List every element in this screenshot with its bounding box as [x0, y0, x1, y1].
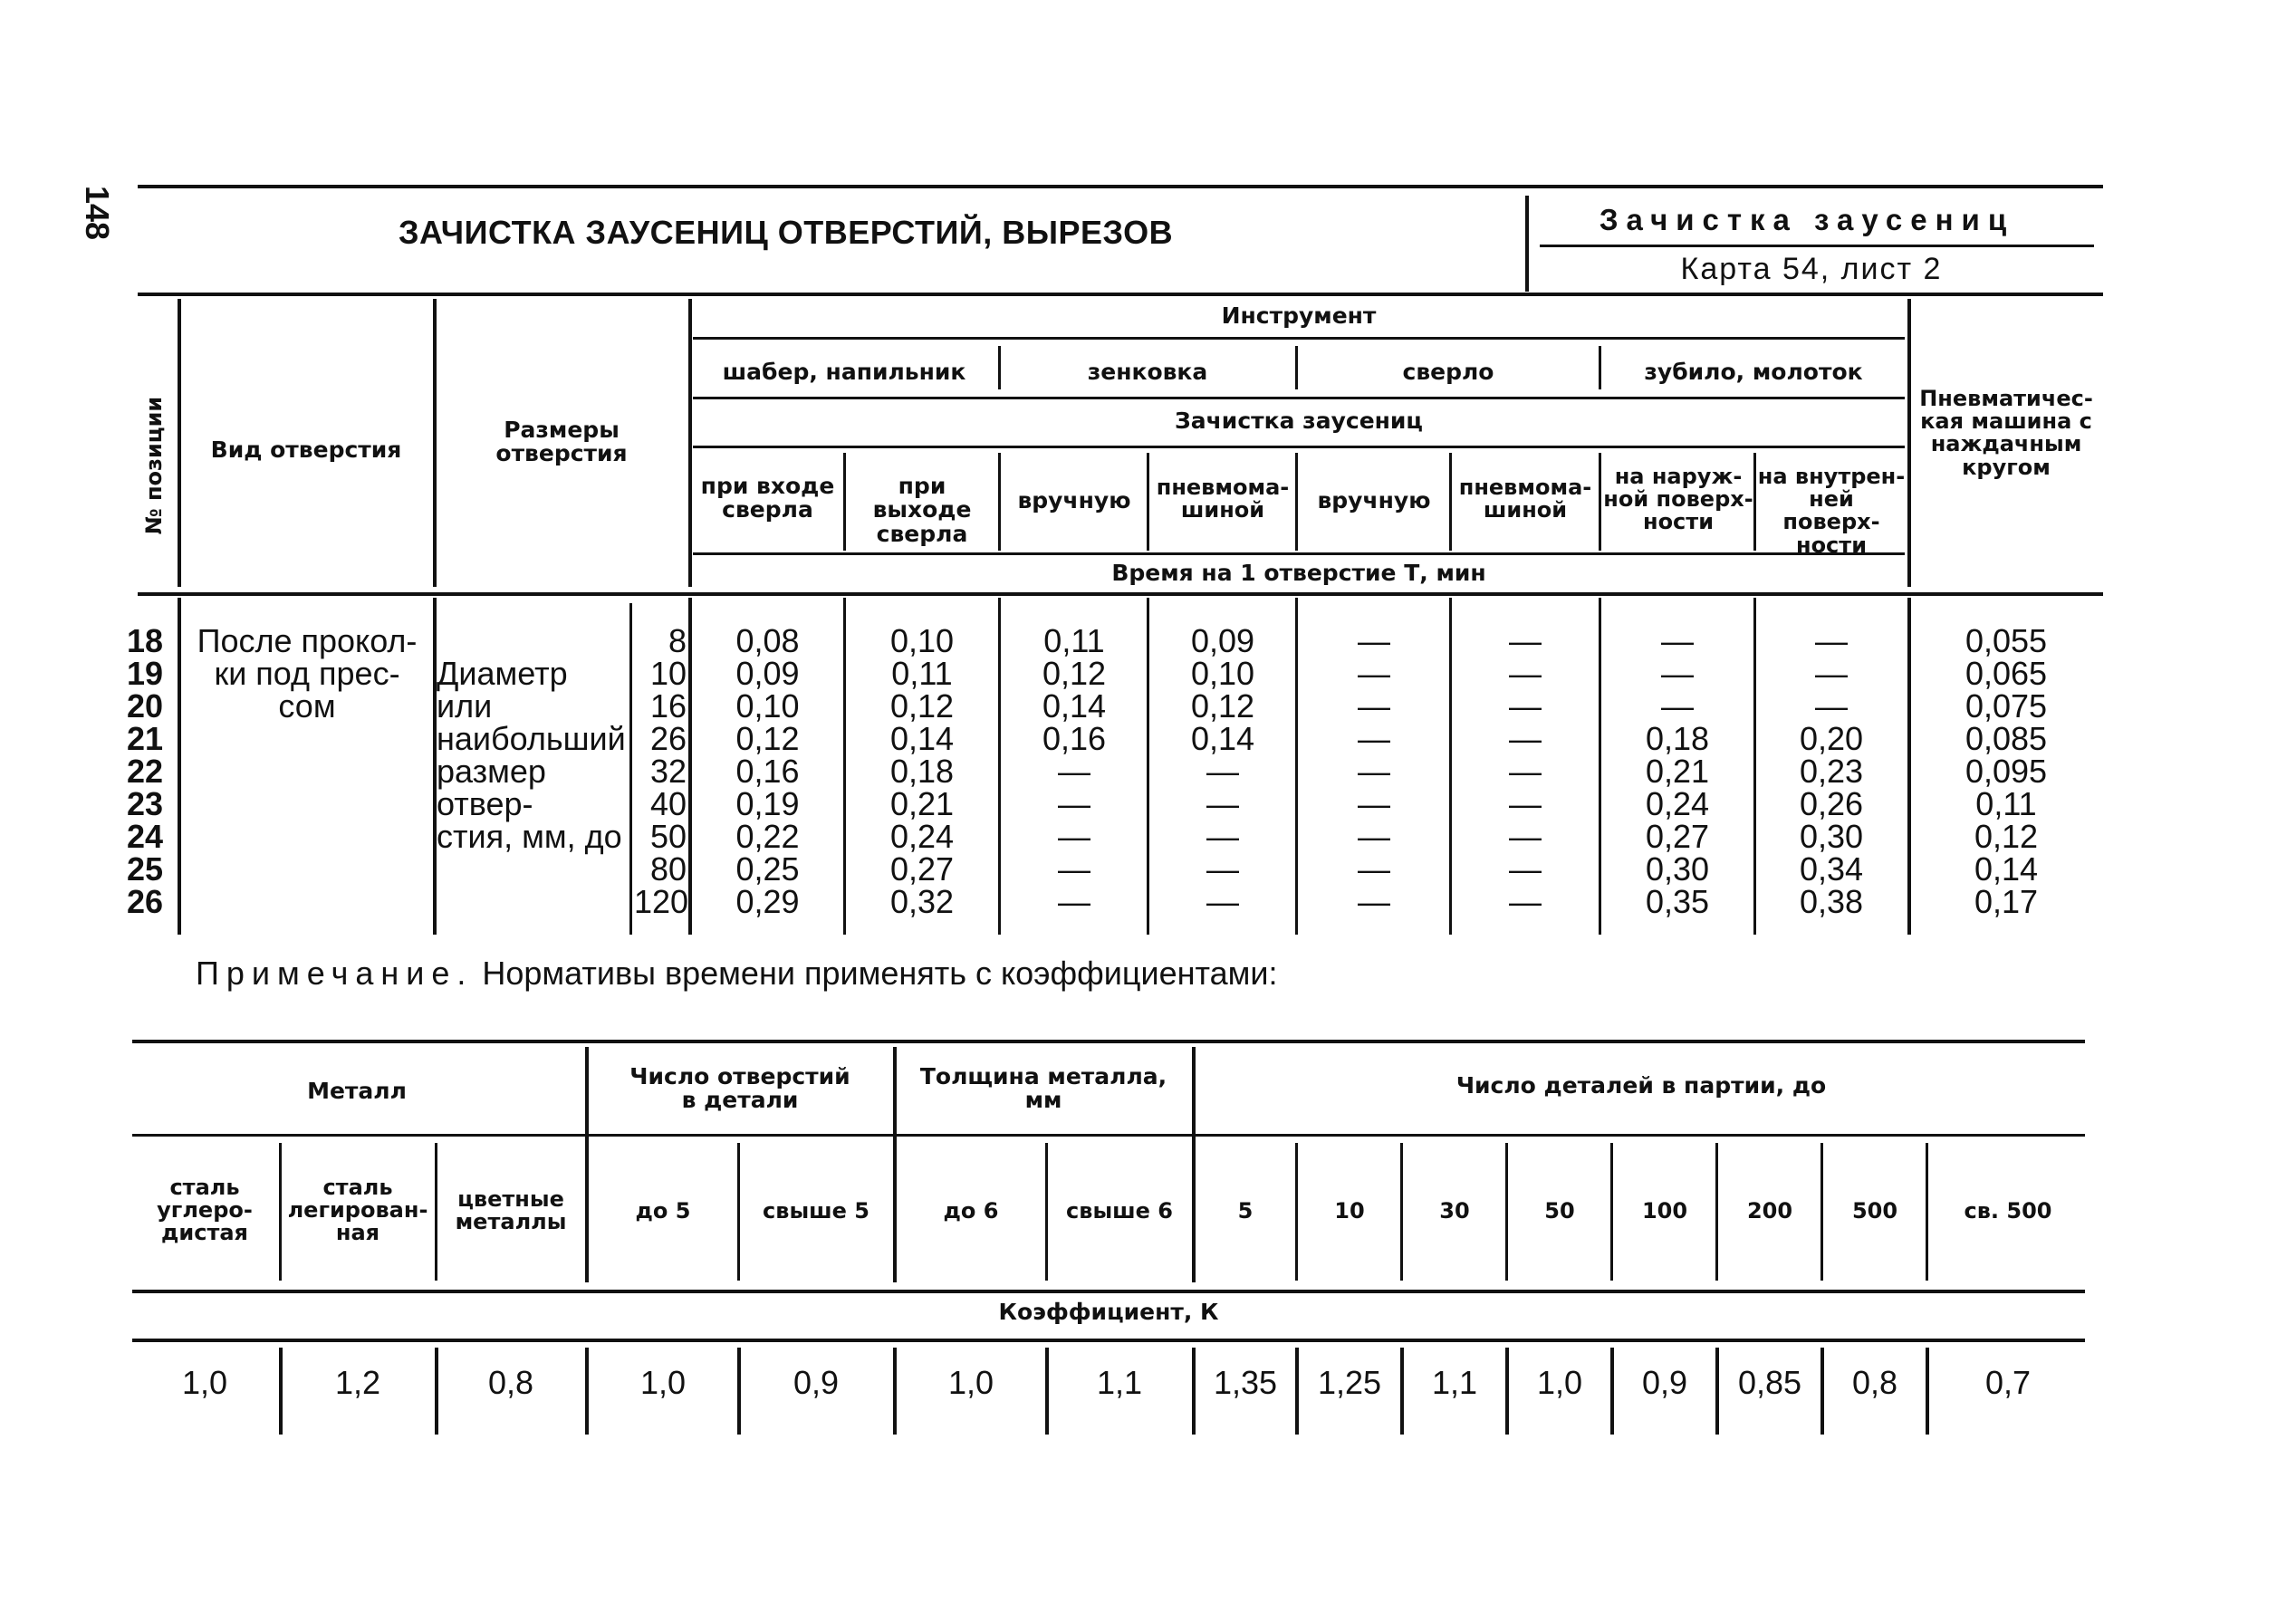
value-cell: 0,34: [1799, 850, 1864, 888]
value-cell: 0,35: [1645, 883, 1710, 920]
value-cell: —: [1358, 850, 1390, 888]
coef-subheader: 5: [1237, 1198, 1254, 1224]
value-cell: —: [1206, 785, 1239, 822]
value-cell: 0,055: [1965, 622, 2048, 659]
coef-value: 1,0: [181, 1364, 228, 1401]
vline: [998, 453, 1001, 551]
group-header: Металл: [307, 1078, 407, 1104]
value-cell: 0,14: [889, 720, 955, 757]
note: [196, 955, 1277, 993]
vline: [1715, 1143, 1718, 1281]
hline: [132, 1134, 2085, 1137]
deburr-header: Зачистка заусениц: [1175, 408, 1423, 434]
vline: [435, 1143, 437, 1281]
coef-value: 0,9: [1641, 1364, 1688, 1401]
vline: [998, 598, 1001, 935]
value-cell: —: [1358, 687, 1390, 725]
value-cell: 0,20: [1799, 720, 1864, 757]
value-cell: 0,14: [1190, 720, 1255, 757]
value-cell: 0,30: [1645, 850, 1710, 888]
value-cell: —: [1206, 818, 1239, 855]
size-cell: 40: [649, 785, 687, 822]
vline: [1820, 1348, 1824, 1435]
size-cell: 32: [649, 753, 687, 790]
vline: [1295, 598, 1298, 935]
value-cell: 0,075: [1965, 687, 2048, 725]
sub-header: при выходе сверла: [872, 473, 972, 547]
coef-value: 0,85: [1737, 1364, 1802, 1401]
coefficient-label: Коэффициент, К: [998, 1299, 1219, 1325]
vline: [1295, 453, 1298, 551]
coef-value: 0,9: [793, 1364, 840, 1401]
value-cell: —: [1206, 883, 1239, 920]
coef-subheader: сталь углеро- дистая: [157, 1175, 253, 1246]
pneumatic-header: Пневматичес- кая машина с наждачным кругом: [1919, 386, 2093, 480]
coef-subheader: цветные металлы: [455, 1186, 567, 1235]
card-topic: Зачистка заусениц: [1599, 203, 2015, 236]
vline: [1599, 598, 1601, 935]
coef-value: 1,1: [1431, 1364, 1478, 1401]
size-cell: 8: [668, 622, 687, 659]
vline: [1449, 598, 1452, 935]
time-header: Время на 1 отверстие Т, мин: [1111, 560, 1486, 586]
value-cell: —: [1661, 687, 1694, 725]
instrument-header: Инструмент: [1221, 302, 1377, 329]
value-cell: 0,29: [735, 883, 800, 920]
value-cell: —: [1358, 655, 1390, 692]
value-cell: —: [1509, 818, 1542, 855]
coef-value: 1,0: [1536, 1364, 1583, 1401]
value-cell: 0,10: [735, 687, 800, 725]
value-cell: 0,27: [889, 850, 955, 888]
size-cell: 80: [649, 850, 687, 888]
value-cell: 0,12: [1042, 655, 1107, 692]
vline: [1147, 598, 1149, 935]
hole-size-header: Размеры отверстия: [495, 417, 628, 467]
vline: [585, 1047, 589, 1282]
value-cell: —: [1661, 655, 1694, 692]
sub-header: при входе сверла: [700, 473, 835, 523]
size-cell: 26: [649, 720, 687, 757]
tool-chisel-header: зубило, молоток: [1644, 359, 1863, 385]
note-text: Нормативы времени применять с коэффициентами:: [482, 955, 1278, 992]
value-cell: 0,17: [1974, 883, 2039, 920]
size-cell: 16: [649, 687, 687, 725]
value-cell: 0,11: [891, 655, 953, 692]
vline: [1147, 453, 1149, 551]
tool-countersink-header: зенковка: [1087, 359, 1208, 385]
value-cell: 0,12: [889, 687, 955, 725]
size-column: [634, 622, 689, 920]
vline: [1192, 1047, 1196, 1282]
coef-subheader: 10: [1334, 1198, 1365, 1224]
value-cell: —: [1058, 753, 1090, 790]
value-cell: 0,09: [1190, 622, 1255, 659]
vline: [688, 299, 692, 587]
coef-value: 0,8: [1851, 1364, 1898, 1401]
hole-type-header: Вид отверстия: [210, 437, 402, 463]
value-cell: —: [1815, 687, 1848, 725]
position-cell: 23: [126, 785, 164, 822]
value-cell: —: [1815, 622, 1848, 659]
value-cell: —: [1206, 753, 1239, 790]
value-cell: 0,095: [1965, 753, 2048, 790]
value-cell: 0,18: [1645, 720, 1710, 757]
coef-subheader: св. 500: [1964, 1198, 2052, 1224]
value-cell: —: [1509, 850, 1542, 888]
value-cell: —: [1358, 883, 1390, 920]
group-header: Число деталей в партии, до: [1455, 1072, 1827, 1099]
vline: [1295, 1143, 1298, 1281]
group-header: Толщина металла, мм: [919, 1063, 1167, 1114]
hline: [693, 446, 1905, 448]
value-cell: 0,10: [1190, 655, 1255, 692]
card-sheet: Карта 54, лист 2: [1680, 252, 1943, 286]
vline: [893, 1047, 897, 1282]
value-cell: —: [1815, 655, 1848, 692]
value-column: [1911, 622, 2101, 920]
vline: [1192, 1348, 1196, 1435]
vline: [279, 1143, 282, 1281]
vline: [1295, 1348, 1299, 1435]
value-cell: —: [1509, 883, 1542, 920]
header-divider: [1525, 196, 1529, 292]
tool-scraper-header: шабер, напильник: [722, 359, 966, 385]
coef-value: 1,0: [947, 1364, 994, 1401]
hline: [693, 552, 1905, 555]
value-cell: 0,14: [1974, 850, 2039, 888]
coef-subheader: свыше 5: [763, 1198, 869, 1224]
value-cell: 0,27: [1645, 818, 1710, 855]
vline: [843, 453, 846, 551]
value-cell: —: [1358, 720, 1390, 757]
position-cell: 21: [126, 720, 164, 757]
value-cell: 0,09: [735, 655, 800, 692]
value-cell: 0,065: [1965, 655, 2048, 692]
group-header: Число отверстий в детали: [629, 1063, 850, 1114]
sub-header: на наруж- ной поверх- ности: [1603, 464, 1753, 535]
sub-header: пневмома- шиной: [1156, 475, 1290, 523]
hline: [693, 337, 1905, 340]
coef-value: 1,25: [1317, 1364, 1382, 1401]
value-column: [1757, 622, 1906, 920]
value-cell: —: [1058, 850, 1090, 888]
vline: [1400, 1348, 1404, 1435]
value-column: [1150, 622, 1295, 920]
hline: [132, 1339, 2085, 1342]
coef-value: 1,35: [1213, 1364, 1278, 1401]
value-cell: —: [1509, 655, 1542, 692]
vline: [1295, 346, 1298, 389]
vline: [1610, 1348, 1614, 1435]
hline: [138, 592, 2103, 596]
coef-value: 1,1: [1096, 1364, 1143, 1401]
coef-subheader: 30: [1439, 1198, 1470, 1224]
card-divider: [1540, 245, 2094, 247]
vline: [737, 1143, 740, 1281]
coef-value: 1,2: [334, 1364, 381, 1401]
header-top-rule: [138, 185, 2103, 188]
value-cell: —: [1509, 785, 1542, 822]
value-cell: 0,23: [1799, 753, 1864, 790]
page-title: ЗАЧИСТКА ЗАУСЕНИЦ ОТВЕРСТИЙ, ВЫРЕЗОВ: [399, 214, 1174, 251]
value-cell: 0,12: [1974, 818, 2039, 855]
vline: [1599, 453, 1601, 551]
value-cell: —: [1509, 753, 1542, 790]
tool-drill-header: сверло: [1402, 359, 1494, 385]
coef-value: 1,0: [639, 1364, 687, 1401]
value-cell: 0,24: [1645, 785, 1710, 822]
value-cell: —: [1358, 622, 1390, 659]
value-cell: 0,30: [1799, 818, 1864, 855]
value-cell: 0,25: [735, 850, 800, 888]
position-cell: 26: [126, 883, 164, 920]
position-cell: 18: [126, 622, 164, 659]
vline: [1505, 1143, 1508, 1281]
vline: [1926, 1348, 1929, 1435]
position-cell: 24: [126, 818, 164, 855]
vline: [1753, 598, 1756, 935]
value-cell: —: [1661, 622, 1694, 659]
position-cell: 22: [126, 753, 164, 790]
value-cell: 0,24: [889, 818, 955, 855]
vline: [1599, 346, 1601, 389]
coef-subheader: 200: [1746, 1198, 1793, 1224]
vline: [843, 598, 846, 935]
value-cell: 0,19: [735, 785, 800, 822]
vline: [688, 598, 692, 935]
hole-type-text: После прокол- ки под прес- сом: [197, 622, 418, 725]
value-cell: —: [1509, 687, 1542, 725]
sub-header: пневмома- шиной: [1458, 475, 1592, 523]
value-cell: 0,12: [735, 720, 800, 757]
coef-subheader: 100: [1641, 1198, 1688, 1224]
coef-value: 0,8: [487, 1364, 534, 1401]
value-cell: —: [1358, 818, 1390, 855]
value-cell: —: [1509, 720, 1542, 757]
value-cell: 0,21: [1645, 753, 1710, 790]
value-cell: —: [1206, 850, 1239, 888]
position-number-header: № позиции: [141, 396, 167, 535]
value-cell: 0,26: [1799, 785, 1864, 822]
value-cell: 0,21: [889, 785, 955, 822]
value-cell: 0,11: [1975, 785, 2037, 822]
coef-subheader: до 6: [943, 1198, 999, 1224]
value-cell: —: [1509, 622, 1542, 659]
value-cell: 0,18: [889, 753, 955, 790]
value-column: [693, 622, 842, 920]
value-cell: —: [1358, 785, 1390, 822]
value-cell: —: [1058, 883, 1090, 920]
header-bottom-rule: [138, 293, 2103, 296]
hline: [132, 1040, 2085, 1043]
value-column: [847, 622, 997, 920]
vline: [1926, 1143, 1928, 1281]
position-column: [118, 622, 172, 920]
value-cell: 0,14: [1042, 687, 1107, 725]
sub-header: на внутрен- ней поверх- ности: [1757, 464, 1906, 558]
position-cell: 19: [126, 655, 164, 692]
value-cell: 0,085: [1965, 720, 2048, 757]
vline: [893, 1348, 897, 1435]
value-cell: 0,16: [735, 753, 800, 790]
value-cell: —: [1058, 785, 1090, 822]
hole-size-text: Диаметр или наибольший размер отвер- стия, мм, до: [437, 655, 626, 855]
value-cell: 0,12: [1190, 687, 1255, 725]
coef-value: 0,7: [1984, 1364, 2032, 1401]
value-column: [1299, 622, 1449, 920]
sub-header: вручную: [1017, 487, 1131, 513]
value-cell: 0,38: [1799, 883, 1864, 920]
vline: [1820, 1143, 1823, 1281]
coef-subheader: сталь легирован- ная: [287, 1175, 428, 1246]
vline: [1610, 1143, 1613, 1281]
page-number: 148: [79, 186, 116, 241]
coef-subheader: 500: [1851, 1198, 1898, 1224]
value-cell: 0,11: [1043, 622, 1105, 659]
value-cell: —: [1358, 753, 1390, 790]
value-cell: 0,22: [735, 818, 800, 855]
vline: [178, 598, 181, 935]
value-cell: 0,08: [735, 622, 800, 659]
coef-subheader: свыше 6: [1066, 1198, 1173, 1224]
value-cell: —: [1058, 818, 1090, 855]
position-cell: 20: [126, 687, 164, 725]
hline: [693, 397, 1905, 399]
vline: [1505, 1348, 1509, 1435]
sub-header: вручную: [1317, 487, 1431, 513]
coef-subheader: до 5: [635, 1198, 691, 1224]
size-cell: 120: [634, 883, 689, 920]
value-cell: 0,10: [889, 622, 955, 659]
vline: [1715, 1348, 1719, 1435]
size-cell: 10: [649, 655, 687, 692]
value-column: [1453, 622, 1598, 920]
vline: [1400, 1143, 1403, 1281]
value-cell: 0,32: [889, 883, 955, 920]
vline: [1449, 453, 1452, 551]
size-cell: 50: [649, 818, 687, 855]
hline: [132, 1290, 2085, 1293]
vline: [585, 1348, 589, 1435]
value-cell: 0,16: [1042, 720, 1107, 757]
note-label: Примечание.: [196, 955, 474, 992]
vline: [1045, 1143, 1048, 1281]
value-column: [1002, 622, 1147, 920]
position-cell: 25: [126, 850, 164, 888]
coef-subheader: 50: [1544, 1198, 1575, 1224]
value-column: [1602, 622, 1753, 920]
vline: [998, 346, 1001, 389]
